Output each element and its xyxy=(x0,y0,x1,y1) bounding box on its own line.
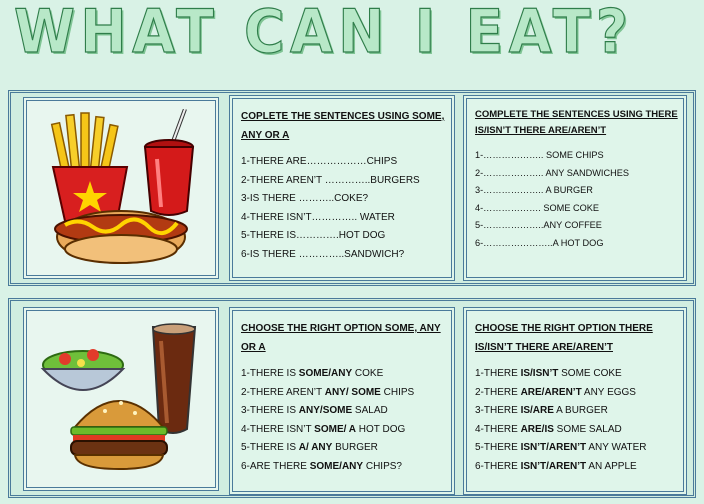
exercise-list xyxy=(467,365,683,476)
exercise-item: 4-THERE ISN’T………….. WATER xyxy=(241,211,395,223)
exercise-heading: COMPLETE THE SENTENCES USING THERE IS/ISN’T THERE ARE/AREN’T xyxy=(475,109,678,136)
exercise-heading: COPLETE THE SENTENCES USING SOME, ANY OR A xyxy=(241,111,445,141)
item-prefix: 1-THERE IS xyxy=(241,368,299,379)
item-suffix: COKE xyxy=(352,368,384,379)
fast-food-illustration xyxy=(35,109,207,267)
item-suffix: CHIPS xyxy=(380,386,415,398)
item-options: ANY/SOME xyxy=(298,405,353,416)
exercise-item: 5-………………..ANY COFFEE xyxy=(475,220,602,230)
section-1 xyxy=(8,90,696,286)
exercise-item xyxy=(475,402,683,421)
item-suffix: HOT DOG xyxy=(356,423,406,435)
exercise-list xyxy=(467,147,683,252)
exercise-heading: CHOOSE THE RIGHT OPTION SOME, ANY OR A xyxy=(241,323,441,353)
item-suffix: AN APPLE xyxy=(586,460,637,472)
item-prefix: 1-THERE xyxy=(475,368,521,379)
item-prefix: 2-THERE xyxy=(475,386,521,398)
cola-cup-icon xyxy=(145,109,193,215)
item-prefix: 5-THERE IS xyxy=(241,442,299,453)
exercise-item: 3-……………….. A BURGER xyxy=(475,185,593,195)
exercise-item: 6-…………………..A HOT DOG xyxy=(475,237,604,248)
exercise-item: 6-IS THERE …………..SANDWICH? xyxy=(241,248,405,260)
item-suffix: SOME SALAD xyxy=(553,423,622,435)
item-options: A/ ANY xyxy=(298,442,333,453)
item-options: ARE/IS xyxy=(520,423,554,435)
exercise-item xyxy=(475,384,683,403)
item-prefix: 2-THERE AREN’T xyxy=(241,386,325,398)
page-title: WHAT CAN I EAT? xyxy=(14,0,634,67)
exercise-item xyxy=(241,402,451,421)
item-prefix: 5-THERE xyxy=(475,442,521,453)
fries-icon xyxy=(52,113,127,221)
exercise-item: 4-………………. SOME COKE xyxy=(475,202,600,213)
item-options: IS/ISN’T xyxy=(520,368,559,379)
item-suffix: A BURGER xyxy=(553,405,608,416)
exercise-heading: CHOOSE THE RIGHT OPTION THERE IS/ISN’T THERE ARE/AREN’T xyxy=(475,323,653,353)
exercise-item xyxy=(475,458,683,477)
item-prefix: 3-THERE IS xyxy=(241,405,299,416)
item-options: SOME/ANY xyxy=(309,460,364,472)
exercise-item xyxy=(241,384,451,403)
item-options: IS/ARE xyxy=(520,405,554,416)
exercise-item xyxy=(241,365,451,384)
item-prefix: 6-THERE xyxy=(475,460,521,472)
exercise-item: 2-……………….. ANY SANDWICHES xyxy=(475,167,629,178)
item-options: SOME/ANY xyxy=(298,368,353,379)
exercise-item xyxy=(475,421,683,440)
fast-food-image xyxy=(23,97,219,279)
exercise-item xyxy=(475,365,683,384)
item-prefix: 3-THERE xyxy=(475,405,521,416)
item-suffix: SALAD xyxy=(352,405,388,416)
item-suffix: CHIPS? xyxy=(363,460,402,472)
item-suffix: ANY WATER xyxy=(586,442,647,453)
exercise-item xyxy=(475,439,683,458)
item-options: ISN’T/AREN’T xyxy=(520,442,587,453)
burger-icon xyxy=(71,401,167,469)
exercise-item: 3-IS THERE ………..COKE? xyxy=(241,193,369,204)
item-options: ISN’T/AREN’T xyxy=(520,460,587,472)
salad-bowl-icon xyxy=(43,349,123,390)
exercise-item xyxy=(241,421,451,440)
exercise-item: 5-THERE IS………….HOT DOG xyxy=(241,230,386,241)
burger-salad-image xyxy=(23,307,219,491)
item-suffix: ANY EGGS xyxy=(581,386,636,398)
item-prefix: 4-THERE xyxy=(475,423,521,435)
exercise-item: 1-THERE ARE………………CHIPS xyxy=(241,156,398,167)
item-options: SOME/ A xyxy=(314,423,357,435)
item-options: ARE/AREN’T xyxy=(520,386,582,398)
exercise-some-any-a xyxy=(229,95,455,281)
exercise-list xyxy=(233,153,451,264)
item-prefix: 4-THERE ISN’T xyxy=(241,423,315,435)
item-suffix: SOME COKE xyxy=(558,368,622,379)
item-prefix: 6-ARE THERE xyxy=(241,460,310,472)
item-suffix: BURGER xyxy=(332,442,378,453)
hot-dog-icon xyxy=(55,211,187,263)
item-options: ANY/ SOME xyxy=(324,386,381,398)
exercise-item: 2-THERE AREN’T …………..BURGERS xyxy=(241,174,420,186)
exercise-choose-there-is-are xyxy=(463,307,687,495)
exercise-item: 1-……………….. SOME CHIPS xyxy=(475,150,604,160)
cola-glass-icon xyxy=(153,324,195,433)
exercise-list xyxy=(233,365,451,476)
burger-salad-illustration xyxy=(35,319,207,481)
exercise-item xyxy=(241,458,451,477)
exercise-there-is-are xyxy=(463,95,687,281)
exercise-item xyxy=(241,439,451,458)
section-2 xyxy=(8,298,696,498)
exercise-choose-some-any-a xyxy=(229,307,455,495)
